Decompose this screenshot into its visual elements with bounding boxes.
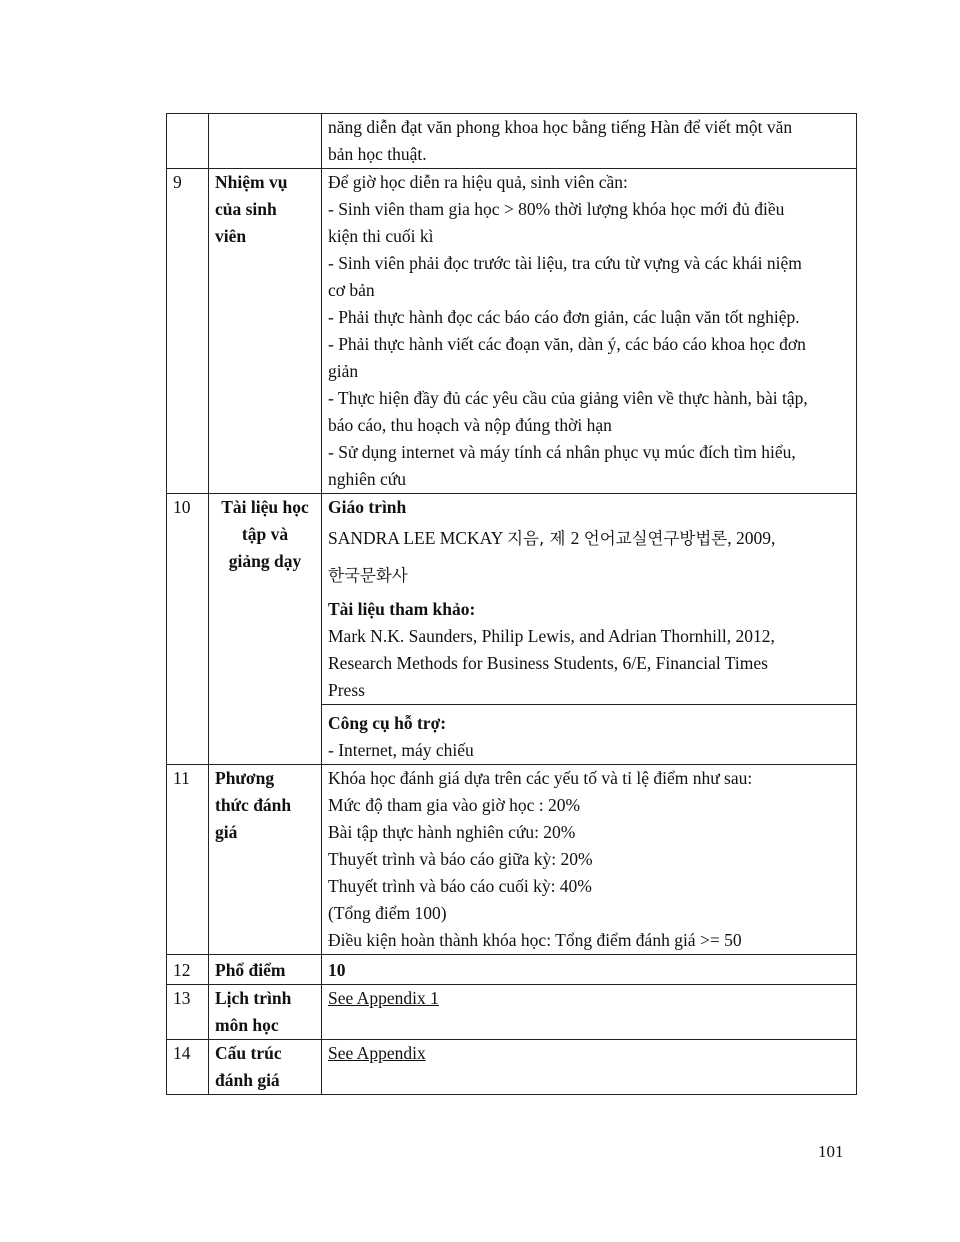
row-label-cell (209, 114, 322, 169)
content-line: Thuyết trình và báo cáo giữa kỳ: 20% (328, 849, 593, 869)
row-number-cell (167, 114, 209, 169)
reference-line: Press (328, 680, 365, 700)
content-line: năng diễn đạt văn phong khoa học bằng tiếng Hàn để viết một văn (328, 117, 793, 137)
table-row-13 (167, 985, 857, 1040)
label-line: thức đánh (215, 795, 292, 815)
citation-author: SANDRA LEE MCKAY (328, 528, 508, 548)
content-line: Bài tập thực hành nghiên cứu: 20% (328, 822, 576, 842)
row-number: 10 (167, 494, 209, 765)
content-line: bản học thuật. (328, 144, 427, 164)
row-label-assessment-structure (209, 1040, 322, 1095)
row-content-cell (322, 114, 857, 169)
content-line: kiện thi cuối kì (328, 226, 434, 246)
row-label-assessment-method (209, 765, 322, 955)
label-line: môn học (215, 1015, 279, 1035)
label-line: Tài liệu học (221, 497, 309, 517)
row-label-course-schedule (209, 985, 322, 1040)
table-row-9 (167, 169, 857, 494)
citation-number: 2 (570, 528, 584, 548)
reference-heading: Tài liệu tham khảo: (328, 599, 476, 619)
content-line: - Sử dụng internet và máy tính cá nhân phục vụ múc đích tìm hiểu, (328, 442, 796, 462)
syllabus-table (166, 113, 857, 1095)
grading-scale-value: 10 (322, 955, 857, 985)
tools-cell (322, 705, 857, 765)
label-line: giá (215, 822, 238, 842)
row-number: 12 (167, 955, 209, 985)
content-line: (Tổng điểm 100) (328, 903, 447, 923)
label-line: Lịch trình (215, 988, 292, 1008)
label-line: Cấu trúc (215, 1043, 282, 1063)
content-line: Thuyết trình và báo cáo cuối kỳ: 40% (328, 876, 592, 896)
row-label-materials (209, 494, 322, 765)
content-line: Để giờ học diễn ra hiệu quả, sinh viên cần: (328, 172, 628, 192)
label-line: giảng dạy (228, 551, 302, 571)
content-line: báo cáo, thu hoạch và nộp đúng thời hạn (328, 415, 612, 435)
row-number: 9 (167, 169, 209, 494)
appendix-1-link[interactable]: See Appendix 1 (328, 988, 439, 1008)
textbook-citation (328, 521, 850, 556)
content-line: Điều kiện hoàn thành khóa học: Tổng điểm đánh giá >= 50 (328, 930, 742, 950)
row-content-cell (322, 765, 857, 955)
label-line: tập và (241, 524, 289, 544)
citation-korean-title: 언어교실연구방법론 (583, 529, 728, 548)
label-line: Nhiệm vụ (215, 172, 288, 192)
reference-line: Mark N.K. Saunders, Philip Lewis, and Adrian Thornhill, 2012, (328, 626, 775, 646)
content-line: - Thực hiện đầy đủ các yêu cầu của giảng viên về thực hành, bài tập, (328, 388, 808, 408)
content-line: - Sinh viên tham gia học > 80% thời lượng khóa học mới đủ điều (328, 199, 785, 219)
label-line: của sinh (215, 199, 277, 219)
row-number: 11 (167, 765, 209, 955)
row-content-cell (322, 985, 857, 1040)
table-row-continuation (167, 114, 857, 169)
label-line: đánh giá (215, 1070, 280, 1090)
page-number: 101 (818, 1142, 844, 1161)
table-row-10 (167, 494, 857, 705)
row-number: 14 (167, 1040, 209, 1095)
appendix-link[interactable]: See Appendix (328, 1043, 426, 1063)
textbook-publisher: 한국문화사 (328, 566, 408, 585)
table-row-12 (167, 955, 857, 985)
row-content-cell (322, 169, 857, 494)
citation-korean: 지음, 제 (507, 529, 571, 548)
table-row-14 (167, 1040, 857, 1095)
reference-line: Research Methods for Business Students, 6/E, Financial Times (328, 653, 768, 673)
row-content-cell (322, 1040, 857, 1095)
row-number: 13 (167, 985, 209, 1040)
content-line: - Sinh viên phải đọc trước tài liệu, tra cứu từ vựng và các khái niệm (328, 253, 802, 273)
textbook-heading: Giáo trình (328, 497, 407, 517)
references-cell (322, 494, 857, 705)
content-line: Mức độ tham gia vào giờ học : 20% (328, 795, 581, 815)
tools-heading: Công cụ hỗ trợ: (328, 713, 447, 733)
label-line: Phương (215, 768, 275, 788)
content-line: nghiên cứu (328, 469, 407, 489)
citation-year: , 2009, (727, 528, 776, 548)
content-line: - Phải thực hành đọc các báo cáo đơn giản, các luận văn tốt nghiệp. (328, 307, 800, 327)
row-label-grading-scale: Phổ điểm (209, 955, 322, 985)
content-line: - Phải thực hành viết các đoạn văn, dàn ý, các báo cáo khoa học đơn (328, 334, 806, 354)
content-line: Khóa học đánh giá dựa trên các yếu tố và tỉ lệ điểm như sau: (328, 768, 753, 788)
table-row-11 (167, 765, 857, 955)
content-line: cơ bản (328, 280, 375, 300)
tools-line: - Internet, máy chiếu (328, 740, 474, 760)
label-line: viên (215, 226, 247, 246)
row-label-student-duties (209, 169, 322, 494)
content-line: giản (328, 361, 359, 381)
